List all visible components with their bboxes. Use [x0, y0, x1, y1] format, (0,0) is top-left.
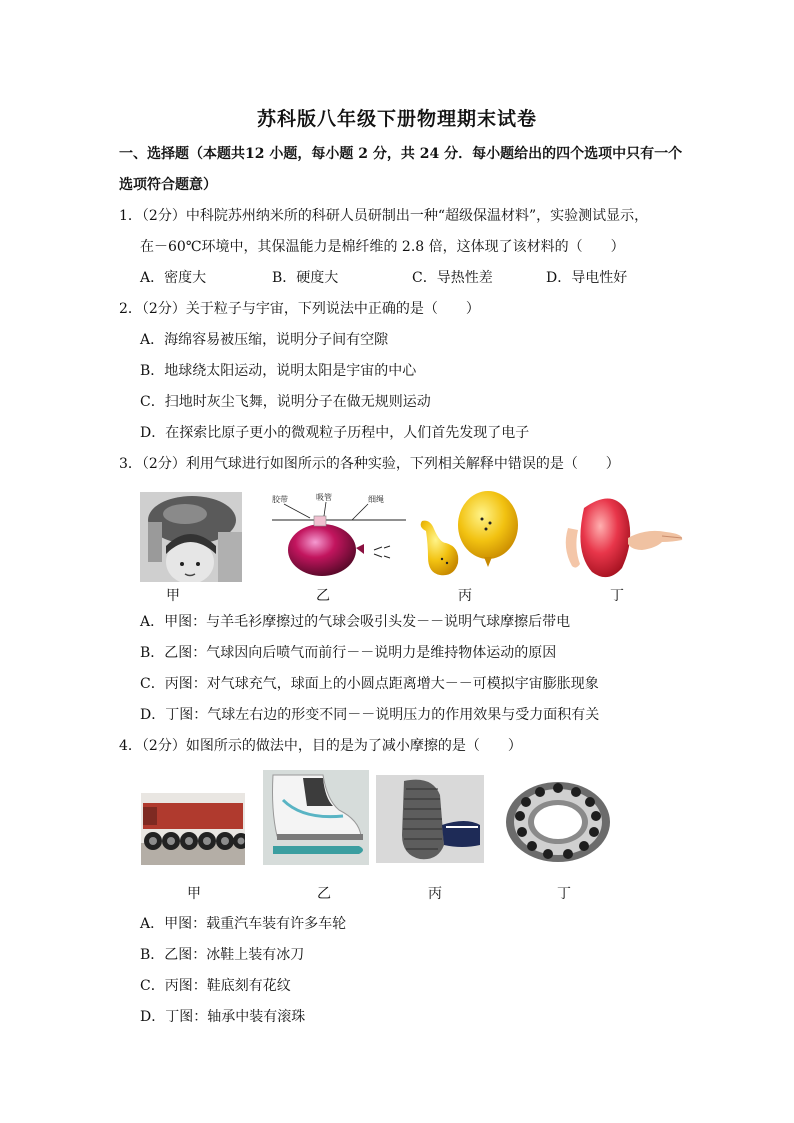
annotation-tape: 胶带 [272, 495, 288, 504]
q4-figure-ding-image [500, 776, 614, 866]
q1-option-b[interactable]: B．硬度大 [272, 270, 339, 286]
q4-caption-bing: 丙 [428, 886, 442, 902]
q1-stem-line-2: 在－60℃环境中，其保温能力是棉纤维的 2.8 倍，这体现了该材料的（ ） [140, 239, 625, 255]
q4-figure-jia-image [141, 793, 245, 865]
q4-option-a[interactable]: A．甲图：载重汽车装有许多车轮 [140, 916, 347, 932]
q3-figure-jia-image [140, 492, 242, 582]
q4-option-d[interactable]: D．丁图：轴承中装有滚珠 [140, 1009, 306, 1025]
q3-figure-ding-image [562, 488, 686, 582]
q4-caption-ding: 丁 [557, 886, 571, 902]
q2-option-b[interactable]: B．地球绕太阳运动，说明太阳是宇宙的中心 [140, 363, 417, 379]
q4-caption-jia: 甲 [187, 886, 201, 902]
annotation-straw: 吸管 [316, 493, 332, 502]
q4-caption-yi: 乙 [317, 886, 331, 902]
q4-option-b[interactable]: B．乙图：冰鞋上装有冰刀 [140, 947, 305, 963]
q2-stem: 2．（2分）关于粒子与宇宙，下列说法中正确的是（ ） [119, 301, 480, 317]
q4-figure-bing-image [376, 775, 484, 863]
q1-option-d[interactable]: D．导电性好 [546, 270, 628, 286]
q3-caption-ding: 丁 [610, 588, 624, 604]
q4-figure-yi-image [263, 770, 369, 865]
page-title: 苏科版八年级下册物理期末试卷 [256, 108, 537, 130]
q3-option-b[interactable]: B．乙图：气球因向后喷气而前行－－说明力是维持物体运动的原因 [140, 645, 557, 661]
q3-option-d[interactable]: D．丁图：气球左右边的形变不同－－说明压力的作用效果与受力面积有关 [140, 707, 600, 723]
q3-option-c[interactable]: C．丙图：对气球充气，球面上的小圆点距离增大－－可模拟宇宙膨胀现象 [140, 676, 599, 692]
q3-caption-bing: 丙 [458, 588, 472, 604]
q2-option-d[interactable]: D．在探索比原子更小的微观粒子历程中，人们首先发现了电子 [140, 425, 530, 441]
section-heading-line-1: 一、选择题（本题共12 小题，每小题 2 分，共 24 分．每小题给出的四个选项中只有一个 [119, 146, 683, 162]
q3-stem: 3．（2分）利用气球进行如图所示的各种实验，下列相关解释中错误的是（ ） [119, 456, 620, 472]
q3-figure-yi-image [272, 492, 412, 578]
q1-option-a[interactable]: A．密度大 [140, 270, 207, 286]
q1-stem-line-1: 1．（2分）中科院苏州纳米所的科研人员研制出一种“超级保温材料”，实验测试显示， [119, 208, 649, 224]
q2-option-c[interactable]: C．扫地时灰尘飞舞，说明分子在做无规则运动 [140, 394, 431, 410]
q2-option-a[interactable]: A．海绵容易被压缩，说明分子间有空隙 [140, 332, 389, 348]
q3-figure-bing-image [414, 487, 520, 581]
q3-option-a[interactable]: A．甲图：与羊毛衫摩擦过的气球会吸引头发－－说明气球摩擦后带电 [140, 614, 571, 630]
annotation-string: 细绳 [368, 495, 384, 504]
q1-option-c[interactable]: C．导热性差 [412, 270, 493, 286]
section-heading-line-2: 选项符合题意） [119, 177, 217, 193]
q4-option-c[interactable]: C．丙图：鞋底刻有花纹 [140, 978, 291, 994]
q3-caption-yi: 乙 [316, 588, 330, 604]
q3-caption-jia: 甲 [166, 588, 180, 604]
q4-stem: 4．（2分）如图所示的做法中，目的是为了减小摩擦的是（ ） [119, 738, 522, 754]
